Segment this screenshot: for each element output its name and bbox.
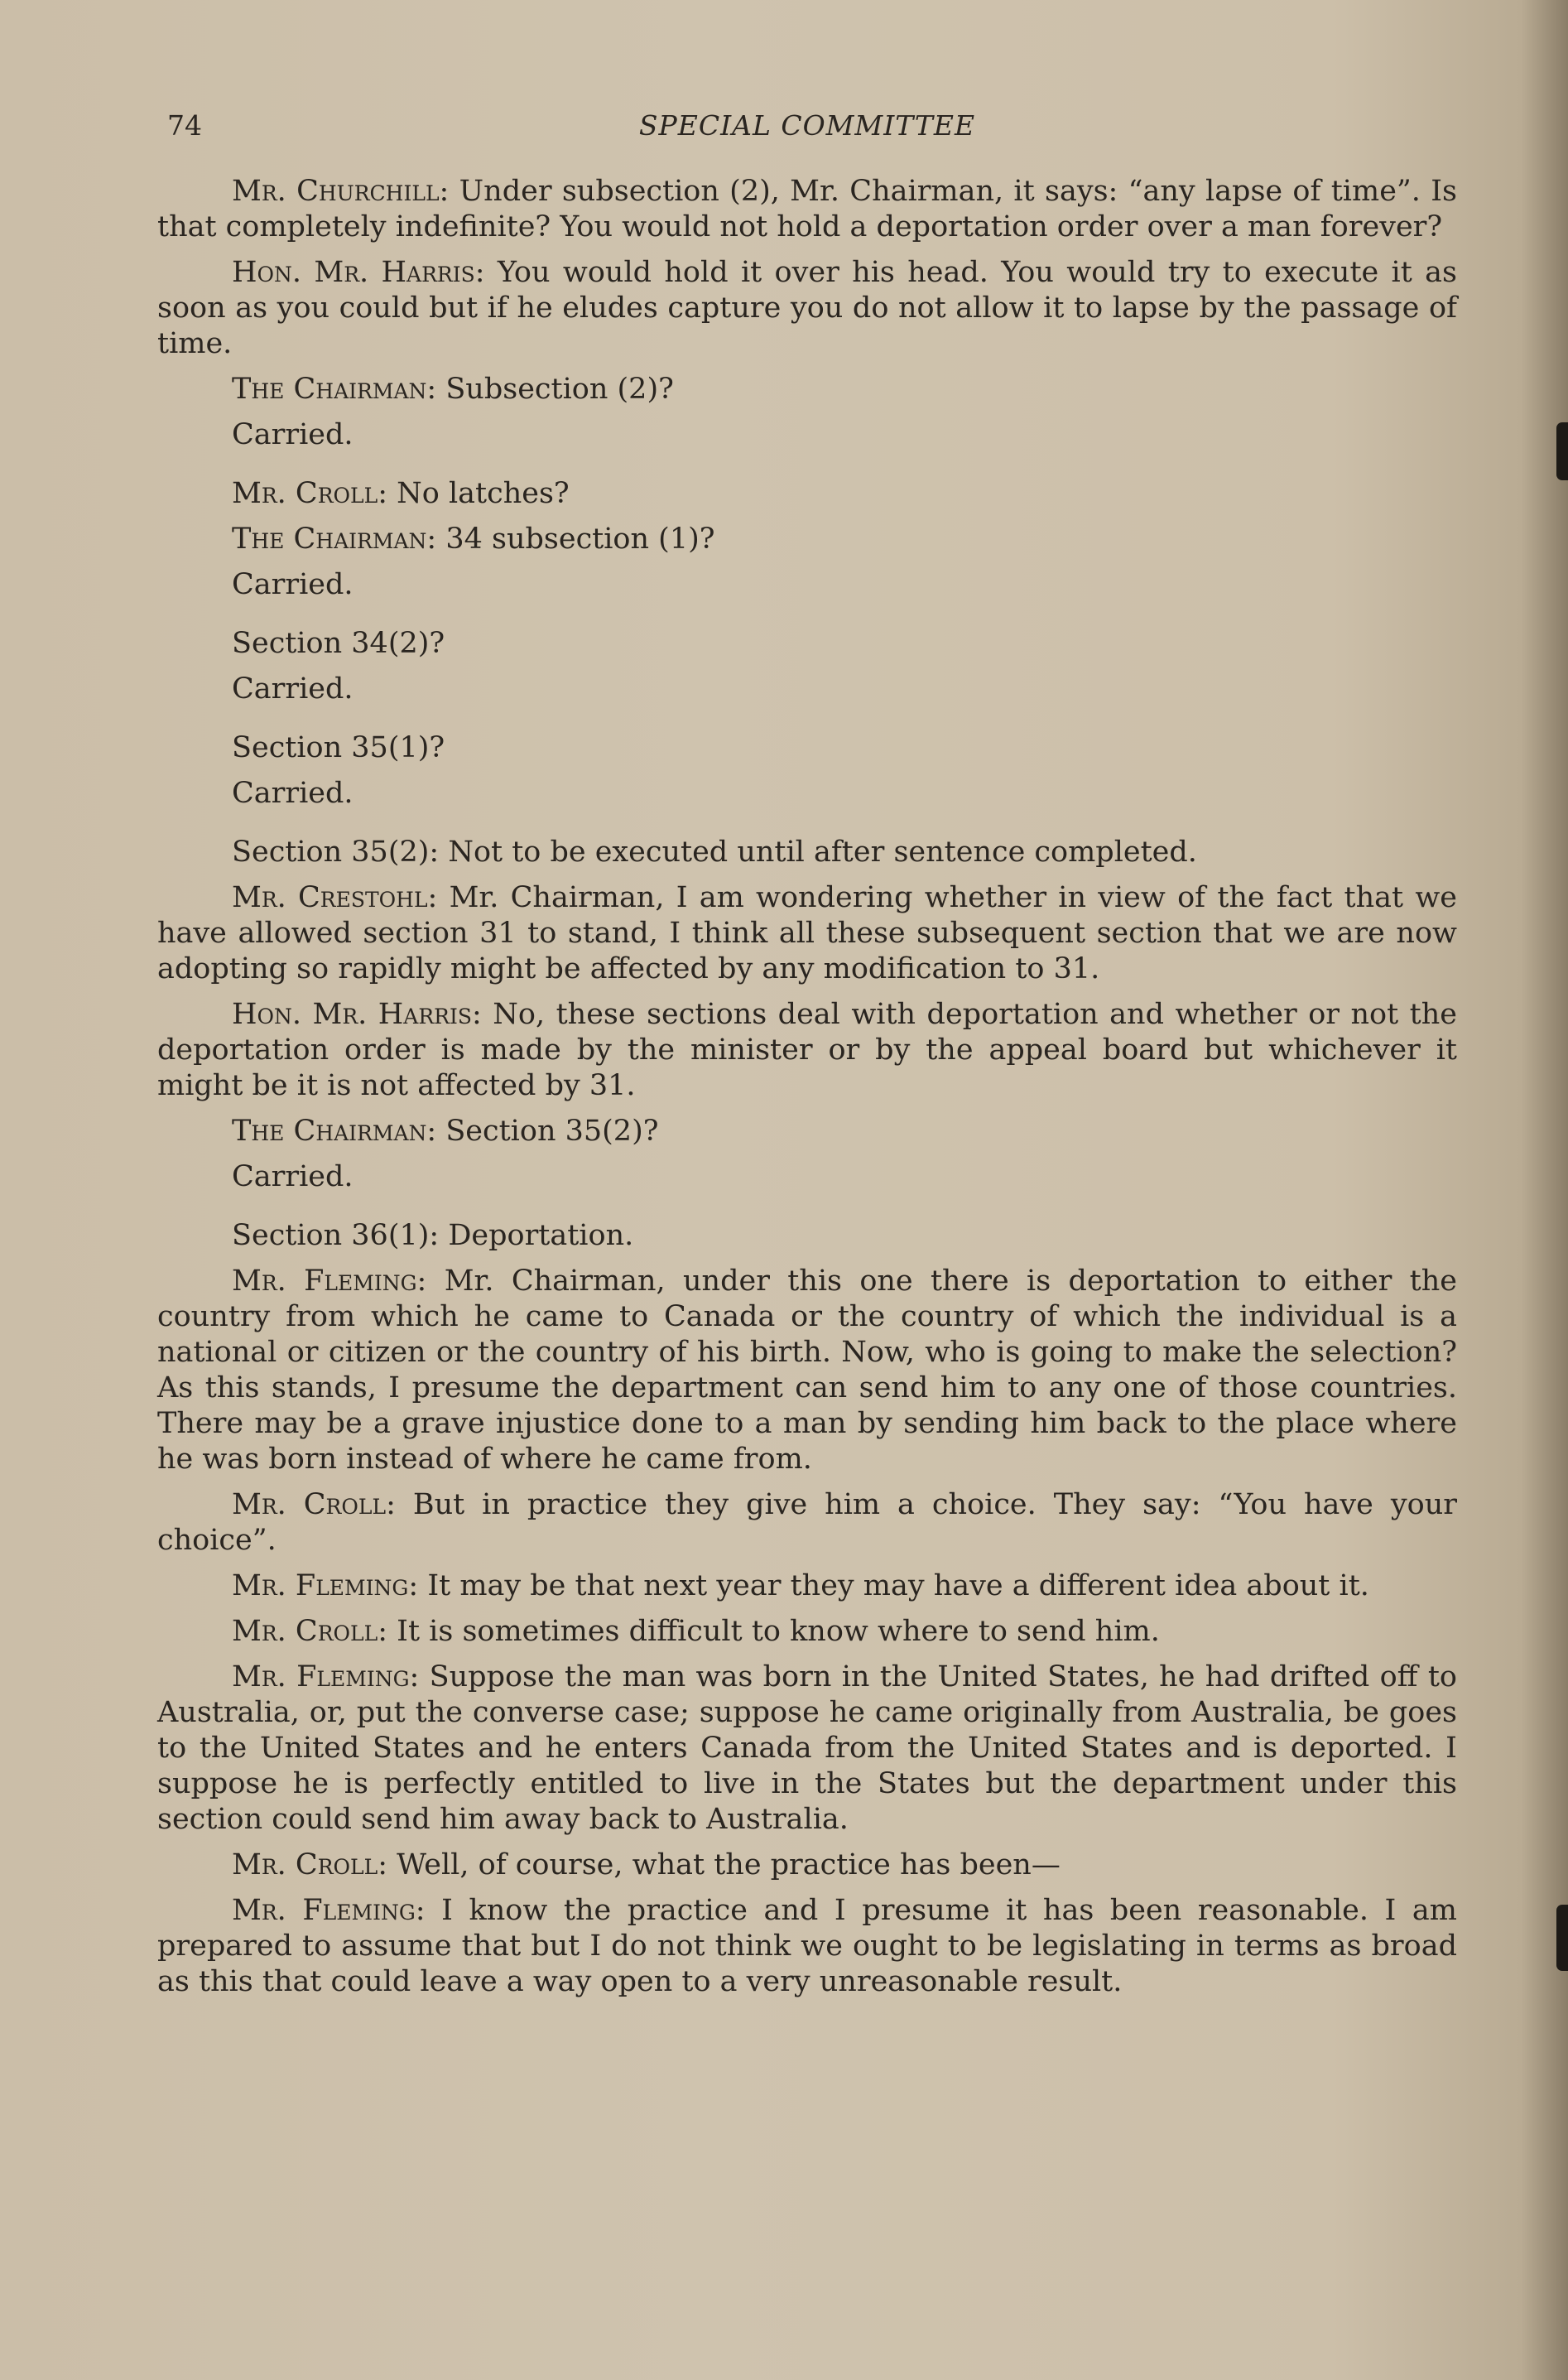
paragraph-text: Mr. Chairman, I am wondering whether in view of the fact that we have allowed section 31 to stand, I think all these subsequent section that we are now adopting so rapidly might be affected by any modification to 31. bbox=[157, 881, 1457, 985]
speaker: Mr. Croll: bbox=[232, 1488, 396, 1521]
paragraph bbox=[157, 255, 1457, 362]
running-head: SPECIAL COMMITTEE bbox=[638, 109, 976, 142]
paragraph bbox=[157, 997, 1457, 1104]
paragraph-text: Under subsection (2), Mr. Chairman, it says: “any lapse of time”. Is that completely indefinite? You would not hold a deportation order over a man forever? bbox=[157, 175, 1457, 243]
paragraph bbox=[157, 372, 1457, 407]
paragraph bbox=[157, 567, 1457, 603]
paragraph bbox=[157, 417, 1457, 453]
paragraph-text: Well, of course, what the practice has been— bbox=[397, 1848, 1061, 1881]
speaker: Mr. Croll: bbox=[232, 1615, 388, 1648]
paragraph bbox=[157, 776, 1457, 812]
paragraph-text: Section 35(1)? bbox=[232, 731, 445, 764]
paragraph-text: Carried. bbox=[232, 568, 354, 601]
paragraph-text: 34 subsection (1)? bbox=[445, 523, 715, 556]
paragraph-text: No, these sections deal with deportation and whether or not the deportation order is made by the minister or by the appeal board but whichever it might be it is not affected by 31. bbox=[157, 998, 1457, 1102]
speaker: Mr. Crestohl: bbox=[232, 881, 438, 914]
paragraph bbox=[157, 1848, 1457, 1883]
speaker: Mr. Churchill: bbox=[232, 175, 450, 208]
transcript-body bbox=[157, 174, 1457, 2000]
page-header bbox=[157, 99, 1457, 149]
paragraph-text: No latches? bbox=[397, 477, 570, 510]
paragraph-text: It may be that next year they may have a different idea about it. bbox=[427, 1569, 1369, 1602]
speaker: Mr. Fleming: bbox=[232, 1660, 420, 1693]
speaker: Mr. Croll: bbox=[232, 1848, 388, 1881]
speaker: Hon. Mr. Harris: bbox=[232, 998, 482, 1031]
document-page bbox=[157, 99, 1457, 2335]
paragraph-text: But in practice they give him a choice. They say: “You have your choice”. bbox=[157, 1488, 1457, 1557]
paragraph bbox=[157, 1660, 1457, 1838]
speaker: Mr. Fleming: bbox=[232, 1894, 426, 1927]
paragraph bbox=[157, 1114, 1457, 1149]
page-edge-mark-top bbox=[1556, 422, 1568, 480]
paragraph bbox=[157, 672, 1457, 707]
paragraph bbox=[157, 1614, 1457, 1650]
paragraph-text: Section 34(2)? bbox=[232, 627, 445, 660]
paragraph-text: I know the practice and I presume it has been reasonable. I am prepared to assume that but I do not think we ought to be legislating in terms as broad as this that could leave a way open to a very unreasonable result. bbox=[157, 1894, 1457, 1998]
paragraph-text: Section 35(2)? bbox=[445, 1115, 659, 1148]
page-number: 74 bbox=[167, 109, 202, 142]
paragraph-text: You would hold it over his head. You would try to execute it as soon as you could but if he eludes capture you do not allow it to lapse by the passage of time. bbox=[157, 256, 1457, 360]
paragraph-text: Section 35(2): Not to be executed until after sentence completed. bbox=[232, 836, 1197, 869]
speaker: The Chairman: bbox=[232, 373, 437, 406]
paragraph-text: Subsection (2)? bbox=[445, 373, 674, 406]
paragraph bbox=[157, 1893, 1457, 2000]
paragraph-text: Carried. bbox=[232, 1160, 354, 1193]
paragraph bbox=[157, 174, 1457, 245]
speaker: Mr. Croll: bbox=[232, 477, 388, 510]
paragraph bbox=[157, 1487, 1457, 1559]
paragraph bbox=[157, 835, 1457, 870]
paragraph-text: Carried. bbox=[232, 418, 354, 451]
paragraph-text: Carried. bbox=[232, 777, 354, 810]
paragraph bbox=[157, 880, 1457, 987]
speaker: Mr. Fleming: bbox=[232, 1569, 419, 1602]
paragraph bbox=[157, 626, 1457, 662]
paragraph bbox=[157, 476, 1457, 512]
paragraph bbox=[157, 1159, 1457, 1195]
paragraph-text: Suppose the man was born in the United States, he had drifted off to Australia, or, put the converse case; suppose he came originally from Australia, be goes to the United States and he enters Canada from the United States and is deported. I suppose he is perfectly entitled to live in the States but the department under this section could send him away back to Australia. bbox=[157, 1660, 1457, 1836]
speaker: Hon. Mr. Harris: bbox=[232, 256, 485, 289]
speaker: The Chairman: bbox=[232, 523, 437, 556]
speaker: Mr. Fleming: bbox=[232, 1265, 427, 1298]
paragraph bbox=[157, 730, 1457, 766]
paragraph bbox=[157, 522, 1457, 557]
paragraph bbox=[157, 1218, 1457, 1254]
paragraph bbox=[157, 1568, 1457, 1604]
paragraph-text: Section 36(1): Deportation. bbox=[232, 1219, 634, 1252]
page-edge-mark-bottom bbox=[1556, 1905, 1568, 1971]
paragraph bbox=[157, 1264, 1457, 1477]
paragraph-text: Carried. bbox=[232, 672, 354, 706]
paragraph-text: It is sometimes difficult to know where to send him. bbox=[397, 1615, 1160, 1648]
speaker: The Chairman: bbox=[232, 1115, 437, 1148]
paragraph-text: Mr. Chairman, under this one there is deportation to either the country from which he came to Canada or the country of which the individual is a national or citizen or the country of his birth. Now, who is going to make the selection? As this stands, I presume the department can send him to any one of those countries. There may be a grave injustice done to a man by sending him back to the place where he was born instead of where he came from. bbox=[157, 1265, 1457, 1476]
